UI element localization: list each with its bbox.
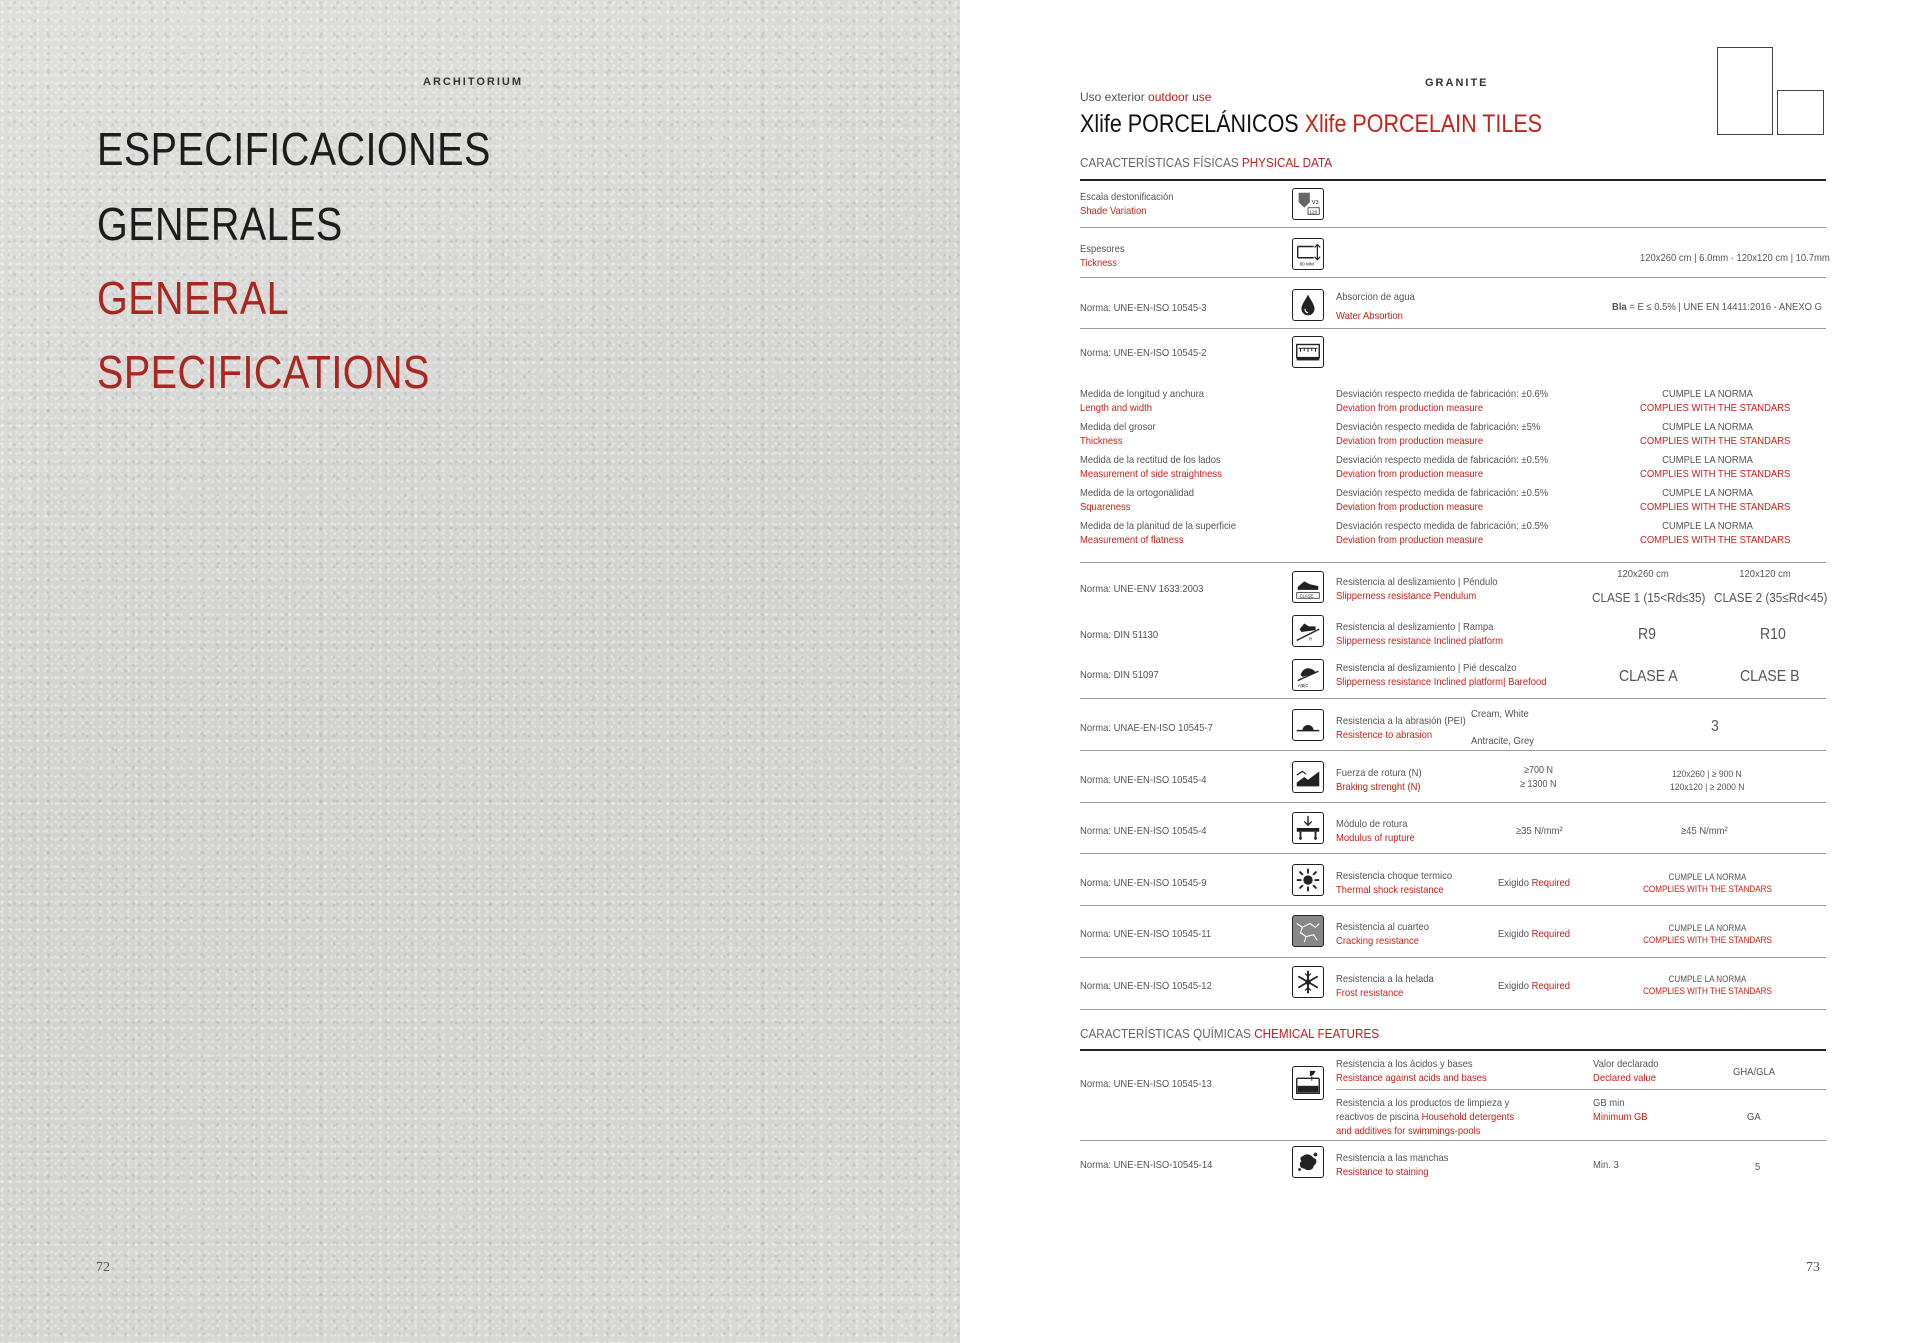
thickness-es: Espesores <box>1080 243 1125 255</box>
household-value: GA <box>1747 1111 1761 1123</box>
svg-text:V3: V3 <box>1311 200 1319 206</box>
crack-req <box>1498 927 1570 941</box>
title-es-line2: GENERALES <box>97 198 343 250</box>
physical-section-header <box>1080 155 1332 170</box>
chemical-section-header <box>1080 1026 1379 1041</box>
dim-res-en: COMPLIES WITH THE STANDARS <box>1640 534 1791 546</box>
water-drop-icon <box>1292 289 1324 321</box>
modulus-en: Modulus of rupture <box>1336 832 1415 844</box>
abrasion-es: Resistencia a la abrasión (PEI) <box>1336 715 1466 727</box>
acids-norm: Norma: UNE-EN-ISO 10545-13 <box>1080 1078 1212 1090</box>
title-en-line2: SPECIFICATIONS <box>97 346 430 398</box>
household-en-line1: Household detergents <box>1421 1111 1515 1123</box>
modulus-es: Módulo de rotura <box>1336 818 1408 830</box>
acids-en: Resistance against acids and bases <box>1336 1072 1487 1084</box>
dim-dev-es: Desviación respecto medida de fabricación: ±0.6% <box>1336 388 1549 400</box>
abrasion-colors-2: Antracite, Grey <box>1471 735 1535 747</box>
abrasion-colors-1: Cream, White <box>1471 708 1529 720</box>
title-es-line1: ESPECIFICACIONES <box>97 123 491 175</box>
shoe-ramp-icon <box>1292 615 1324 647</box>
main-title-es: Xlife PORCELÁNICOS <box>1080 110 1299 138</box>
slip-v2: R10 <box>1760 626 1786 643</box>
modulus-v1: ≥35 N/mm² <box>1516 825 1563 837</box>
breaking-en: Braking strenght (N) <box>1336 781 1421 793</box>
slip-norm: Norma: DIN 51130 <box>1080 629 1159 641</box>
household-label-es: GB min <box>1593 1097 1625 1109</box>
barefoot-icon <box>1292 659 1324 691</box>
measure-icon <box>1292 336 1324 368</box>
use-en: outdoor use <box>1148 90 1212 104</box>
divider <box>1080 957 1826 958</box>
slip-norm: Norma: UNE-ENV 1633:2003 <box>1080 583 1204 595</box>
thickness-en: Tickness <box>1080 257 1117 269</box>
dim-row-es: Medida de la ortogonalidad <box>1080 487 1195 499</box>
household-label-en: Minimum GB <box>1593 1111 1648 1123</box>
thermal-norm: Norma: UNE-EN-ISO 10545-9 <box>1080 877 1207 889</box>
left-brand: ARCHITORIUM <box>423 76 524 88</box>
stain-value: 5 <box>1755 1161 1761 1173</box>
frost-res-en: COMPLIES WITH THE STANDARS <box>1643 986 1772 996</box>
chemical-head-en: CHEMICAL FEATURES <box>1254 1026 1380 1041</box>
slip-v1: R9 <box>1638 626 1656 643</box>
shade-en: Shade Variation <box>1080 205 1147 217</box>
dim-dev-en: Deviation from production measure <box>1336 435 1484 447</box>
stain-norm: Norma: UNE-EN-ISO-10545-14 <box>1080 1159 1213 1171</box>
slip-col1-header: 120x260 cm <box>1617 568 1669 580</box>
abrasion-value: 3 <box>1711 718 1719 735</box>
abrasion-icon <box>1292 709 1324 741</box>
crack-res-es: CUMPLE LA NORMA <box>1668 923 1747 933</box>
dim-dev-en: Deviation from production measure <box>1336 501 1484 513</box>
dim-res-es: CUMPLE LA NORMA <box>1662 388 1753 400</box>
water-norm: Norma: UNE-EN-ISO 10545-3 <box>1080 302 1207 314</box>
acids-es: Resistencia a los ácidos y bases <box>1336 1058 1473 1070</box>
dim-res-en: COMPLIES WITH THE STANDARS <box>1640 402 1791 414</box>
breaking-es: Fuerza de rotura (N) <box>1336 767 1422 779</box>
slip-en: Slipperness resistance Inclined platform <box>1336 635 1504 647</box>
thermal-res-en: COMPLIES WITH THE STANDARS <box>1643 884 1772 894</box>
shoe-pendulum-icon <box>1292 571 1324 603</box>
dimensional-norm: Norma: UNE-EN-ISO 10545-2 <box>1080 347 1207 359</box>
slip-v2: CLASE 2 (35≤Rd<45) <box>1714 590 1828 605</box>
water-value-bold: Bla <box>1612 301 1627 313</box>
divider <box>1080 802 1826 803</box>
physical-head-en: PHYSICAL DATA <box>1241 155 1333 170</box>
svg-text:CLASE: CLASE <box>1299 593 1314 599</box>
divider <box>1080 1009 1826 1010</box>
divider <box>1080 277 1826 278</box>
main-title-en: Xlife PORCELAIN TILES <box>1304 110 1543 138</box>
thickness-icon <box>1292 238 1324 270</box>
crack-en: Cracking resistance <box>1336 935 1419 947</box>
dim-res-en: COMPLIES WITH THE STANDARS <box>1640 501 1791 513</box>
format-large-rect-icon <box>1717 47 1773 135</box>
divider <box>1080 1049 1826 1051</box>
divider <box>1080 750 1826 751</box>
frost-res-es: CUMPLE LA NORMA <box>1668 974 1747 984</box>
thickness-value: 120x260 cm | 6.0mm · 120x120 cm | 10.7mm <box>1640 252 1830 264</box>
svg-text:R: R <box>1308 636 1312 642</box>
water-en: Water Absortion <box>1336 310 1403 322</box>
svg-text:A|B|C: A|B|C <box>1297 683 1309 689</box>
water-value <box>1612 300 1822 314</box>
dim-res-es: CUMPLE LA NORMA <box>1662 520 1753 532</box>
frost-req <box>1498 979 1570 993</box>
frost-req-es: Exigido <box>1498 980 1530 992</box>
dim-res-en: COMPLIES WITH THE STANDARS <box>1640 435 1791 447</box>
household-es-line2 <box>1336 1110 1514 1124</box>
frost-req-en: Required <box>1531 980 1570 992</box>
chemical-head-es: CARACTERÍSTICAS QUÍMICAS <box>1080 1026 1251 1041</box>
frost-norm: Norma: UNE-EN-ISO 10545-12 <box>1080 980 1212 992</box>
acids-label-es: Valor declarado <box>1593 1058 1659 1070</box>
rupture-modulus-icon <box>1292 812 1324 844</box>
use-es: Uso exterior <box>1080 90 1145 104</box>
stain-icon <box>1292 1146 1324 1178</box>
chemical-icon <box>1292 1066 1324 1100</box>
stain-en: Resistance to staining <box>1336 1166 1429 1178</box>
divider <box>1336 1089 1826 1090</box>
abrasion-en: Resistence to abrasion <box>1336 729 1433 741</box>
breaking-v1a: ≥700 N <box>1524 765 1553 776</box>
breaking-v2a: 120x260 | ≥ 900 N <box>1672 769 1742 780</box>
slip-v2: CLASE B <box>1740 668 1800 685</box>
dim-row-en: Measurement of flatness <box>1080 534 1184 546</box>
dim-row-es: Medida de longitud y anchura <box>1080 388 1204 400</box>
divider <box>1080 227 1826 228</box>
crack-res-en: COMPLIES WITH THE STANDARS <box>1643 935 1772 945</box>
thermal-en: Thermal shock resistance <box>1336 884 1444 896</box>
use-line <box>1080 90 1211 104</box>
thermal-req <box>1498 876 1570 890</box>
dim-res-es: CUMPLE LA NORMA <box>1662 454 1753 466</box>
stain-es: Resistencia a las manchas <box>1336 1152 1449 1164</box>
dim-dev-es: Desviación respecto medida de fabricación: ±0.5% <box>1336 520 1549 532</box>
main-title <box>1080 110 1542 139</box>
left-page-number: 72 <box>96 1260 110 1275</box>
divider <box>1080 328 1826 329</box>
dim-row-en: Measurement of side straightness <box>1080 468 1222 480</box>
thermal-es: Resistencia choque termico <box>1336 870 1453 882</box>
dim-row-en: Squareness <box>1080 501 1131 513</box>
slip-norm: Norma: DIN 51097 <box>1080 669 1159 681</box>
household-es-line2-text: reactivos de piscina <box>1336 1111 1419 1123</box>
dim-res-es: CUMPLE LA NORMA <box>1662 421 1753 433</box>
dim-dev-es: Desviación respecto medida de fabricación: ±5% <box>1336 421 1541 433</box>
crack-es: Resistencia al cuarteo <box>1336 921 1429 933</box>
dim-dev-en: Deviation from production measure <box>1336 402 1484 414</box>
thermal-res-es: CUMPLE LA NORMA <box>1668 872 1747 882</box>
divider <box>1080 853 1826 854</box>
acids-value: GHA/GLA <box>1733 1066 1776 1078</box>
slip-col2-header: 120x120 cm <box>1739 568 1791 580</box>
breaking-norm: Norma: UNE-EN-ISO 10545-4 <box>1080 774 1207 786</box>
slip-es: Resistencia al deslizamiento | Rampa <box>1336 621 1494 633</box>
dim-row-en: Thickness <box>1080 435 1123 447</box>
modulus-norm: Norma: UNE-EN-ISO 10545-4 <box>1080 825 1207 837</box>
household-es-line1: Resistencia a los productos de limpieza y <box>1336 1097 1510 1109</box>
divider <box>1080 562 1826 563</box>
slip-en: Slipperness resistance Pendulum <box>1336 590 1477 602</box>
slip-es: Resistencia al deslizamiento | Pié descalzo <box>1336 662 1517 674</box>
slip-v1: CLASE 1 (15<Rd≤35) <box>1592 590 1706 605</box>
thermal-shock-icon <box>1292 864 1324 896</box>
dim-dev-en: Deviation from production measure <box>1336 534 1484 546</box>
right-brand: GRANITE <box>1425 77 1489 89</box>
stain-label: Min. 3 <box>1593 1159 1619 1171</box>
dim-row-es: Medida de la rectitud de los lados <box>1080 454 1221 466</box>
right-page <box>960 0 1920 1343</box>
acids-label-en: Declared value <box>1593 1072 1657 1084</box>
title-en-line1: GENERAL <box>97 272 290 324</box>
divider <box>1080 179 1826 181</box>
divider <box>1080 905 1826 906</box>
slip-es: Resistencia al deslizamiento | Péndulo <box>1336 576 1498 588</box>
cracking-icon <box>1292 915 1324 947</box>
right-page-number: 73 <box>1806 1260 1820 1275</box>
physical-head-es: CARACTERÍSTICAS FÍSICAS <box>1080 155 1239 170</box>
dim-dev-es: Desviación respecto medida de fabricación: ±0.5% <box>1336 487 1549 499</box>
dim-res-es: CUMPLE LA NORMA <box>1662 487 1753 499</box>
breaking-force-icon <box>1292 761 1324 793</box>
dim-dev-en: Deviation from production measure <box>1336 468 1484 480</box>
divider <box>1080 1140 1826 1141</box>
water-es: Absorcion de agua <box>1336 291 1415 303</box>
slip-en: Slipperness resistance Inclined platform| Barefood <box>1336 676 1547 688</box>
svg-text:120: 120 <box>1309 209 1318 215</box>
modulus-v2: ≥45 N/mm² <box>1681 825 1728 837</box>
dim-dev-es: Desviación respecto medida de fabricación: ±0.5% <box>1336 454 1549 466</box>
frost-es: Resistencia a la helada <box>1336 973 1434 985</box>
slip-v1: CLASE A <box>1619 668 1678 685</box>
svg-text:00 MM: 00 MM <box>1299 261 1314 267</box>
dim-res-en: COMPLIES WITH THE STANDARS <box>1640 468 1791 480</box>
shade-variation-icon <box>1292 188 1324 220</box>
crack-req-en: Required <box>1531 928 1570 940</box>
thermal-req-en: Required <box>1531 877 1570 889</box>
frost-en: Frost resistance <box>1336 987 1404 999</box>
snowflake-icon <box>1292 966 1324 998</box>
breaking-v1b: ≥ 1300 N <box>1520 779 1557 790</box>
household-en-line2: and additives for swimmings-pools <box>1336 1125 1481 1137</box>
breaking-v2b: 120x120 | ≥ 2000 N <box>1670 782 1745 793</box>
crack-norm: Norma: UNE-EN-ISO 10545-11 <box>1080 928 1212 940</box>
divider <box>1080 698 1826 699</box>
crack-req-es: Exigido <box>1498 928 1530 940</box>
dim-row-en: Length and width <box>1080 402 1152 414</box>
thermal-req-es: Exigido <box>1498 877 1530 889</box>
format-small-square-icon <box>1777 90 1824 135</box>
shade-es: Escala destonificación <box>1080 191 1174 203</box>
dim-row-es: Medida del grosor <box>1080 421 1156 433</box>
water-value-text: = E ≤ 0.5% | UNE EN 14411:2016 - ANEXO G <box>1626 301 1822 313</box>
dim-row-es: Medida de la planitud de la superficie <box>1080 520 1237 532</box>
abrasion-norm: Norma: UNAE-EN-ISO 10545-7 <box>1080 722 1213 734</box>
